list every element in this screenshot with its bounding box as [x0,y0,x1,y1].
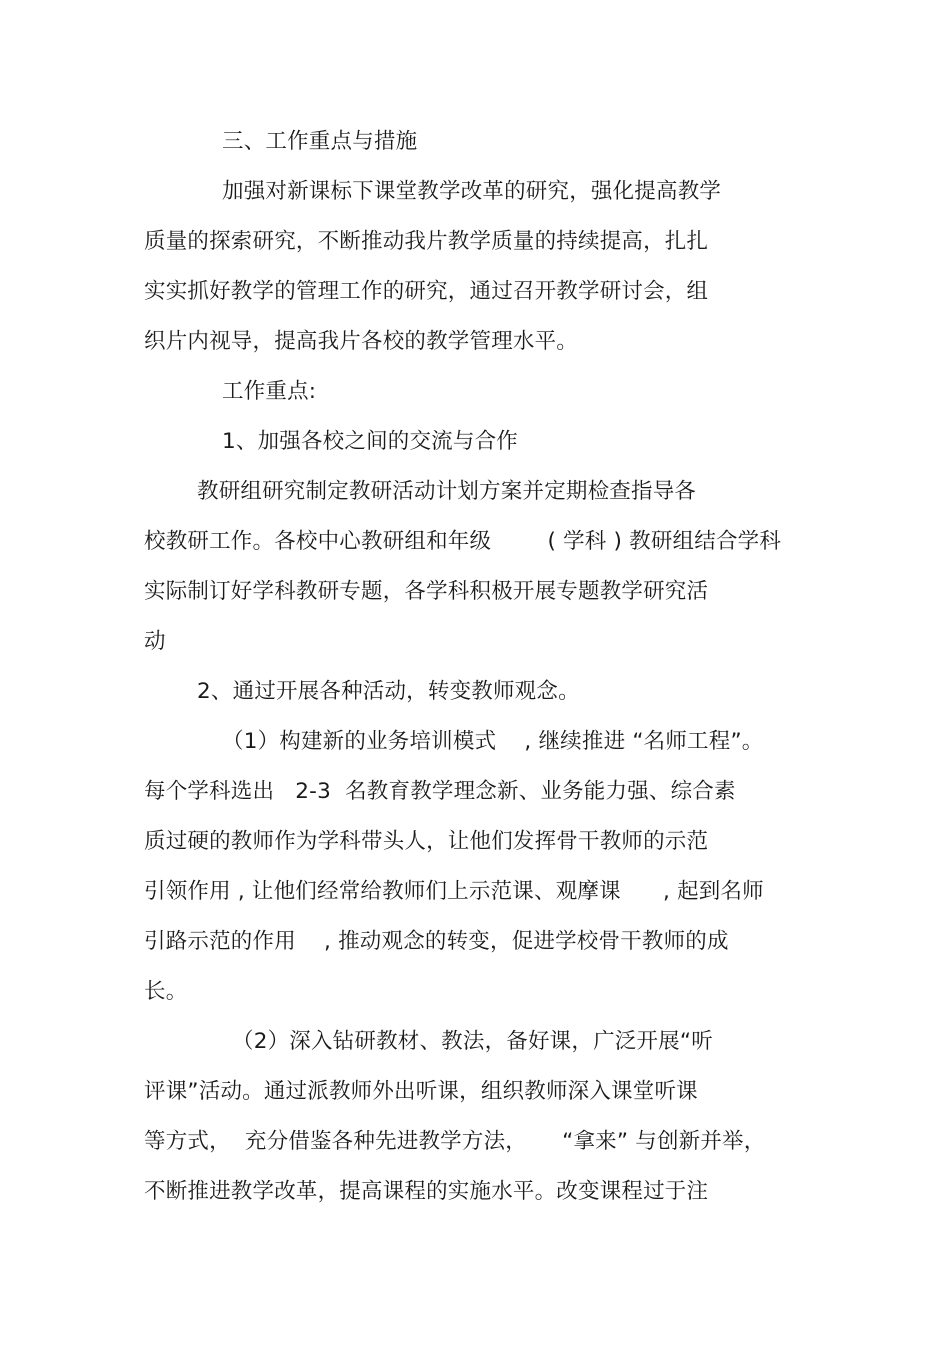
paragraph-line: 教研组研究制定教研活动计划方案并定期检查指导各 [197,479,697,504]
paragraph-line: 等方式， 充分借鉴各种先进教学方法， “拿来” 与创新并举， [144,1129,766,1154]
paragraph-line: 动 [144,629,166,654]
paragraph-line: 引路示范的作用 , 推动观念的转变，促进学校骨干教师的成 [144,929,729,954]
paragraph-line: （2）深入钻研教材、教法，备好课，广泛开展“听 [232,1029,713,1054]
paragraph-line: 评课”活动。通过派教师外出听课，组织教师深入课堂听课 [144,1079,698,1104]
paragraph-line: 实实抓好教学的管理工作的研究，通过召开教学研讨会，组 [144,279,709,304]
paragraph-line: 加强对新课标下课堂教学改革的研究，强化提高教学 [222,179,722,204]
paragraph-line: 质量的探索研究，不断推动我片教学质量的持续提高，扎扎 [144,229,709,254]
paragraph-line: 质过硬的教师作为学科带头人，让他们发挥骨干教师的示范 [144,829,709,854]
section-heading: 三、工作重点与措施 [222,129,418,154]
paragraph-line: 不断推进教学改革，提高课程的实施水平。改变课程过于注 [144,1179,709,1204]
subheading: 工作重点: [222,379,317,404]
list-item-heading: 2、通过开展各种活动，转变教师观念。 [197,679,580,704]
paragraph-line: 长。 [144,979,188,1004]
paragraph-line: 织片内视导，提高我片各校的教学管理水平。 [144,329,579,354]
paragraph-line: 校教研工作。各校中心教研组和年级 ( 学科 ) 教研组结合学科 [144,529,782,554]
paragraph-line: 实际制订好学科教研专题，各学科积极开展专题教学研究活 [144,579,709,604]
paragraph-line: 每个学科选出 2-3 名教育教学理念新、业务能力强、综合素 [144,779,736,804]
paragraph-line: （1）构建新的业务培训模式 , 继续推进 “名师工程”。 [222,729,764,754]
list-item-heading: 1、加强各校之间的交流与合作 [222,429,518,454]
paragraph-line: 引领作用 , 让他们经常给教师们上示范课、观摩课 , 起到名师 [144,879,764,904]
